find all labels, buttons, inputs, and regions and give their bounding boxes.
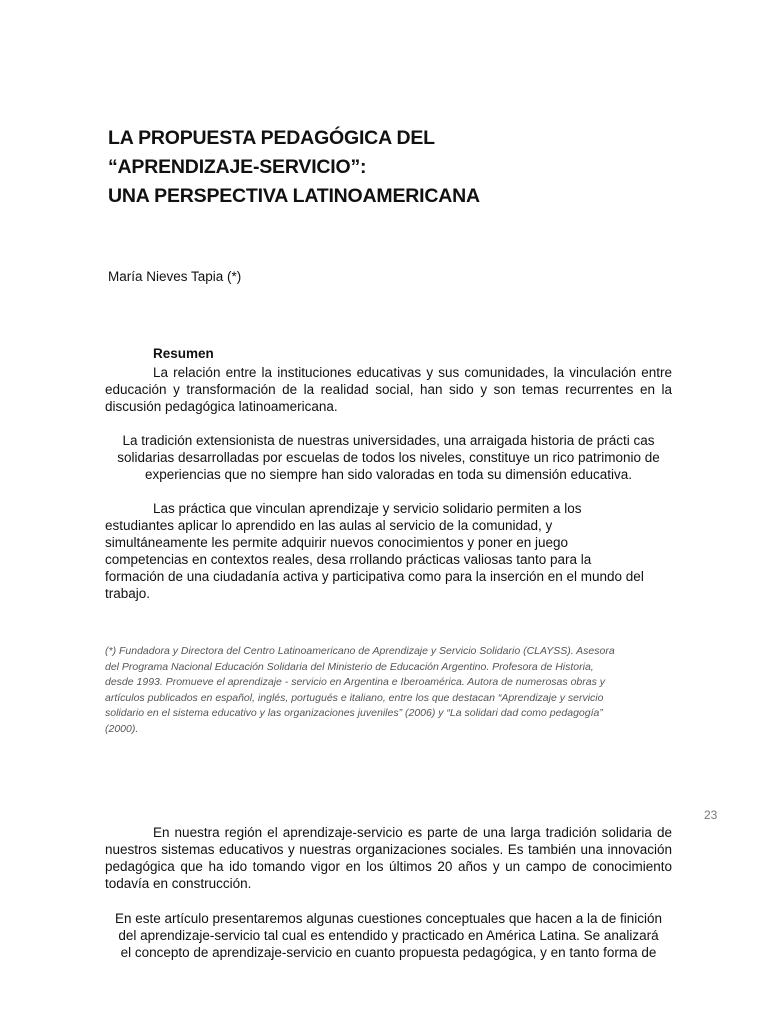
abstract-paragraph-2 xyxy=(105,432,672,483)
title-line-2: “APRENDIZAJE-SERVICIO”: xyxy=(108,156,367,178)
footnote-line: desde 1993. Promueve el aprendizaje - servicio en Argentina e Iberoamérica. Autora de numerosas obras y xyxy=(105,676,606,688)
footnote-line: del Programa Nacional Educación Solidaria del Ministerio de Educación Argentino. Profesora de Historia, xyxy=(105,660,594,673)
text-line: educación y transformación de la realidad social, han sido y son temas recurrentes en la xyxy=(105,382,672,397)
author-footnote xyxy=(105,644,670,737)
footnote-line: artículos publicados en español, inglés, portugués e italiano, entre los que destacan “Aprendizaje y servicio xyxy=(105,691,604,704)
text-line: trabajo. xyxy=(105,586,151,601)
body-paragraph-2 xyxy=(105,910,672,961)
text-line: formación de una ciudadanía activa y participativa como para la inserción en el mundo del xyxy=(105,569,644,584)
text-line: el concepto de aprendizaje-servicio en cuanto propuesta pedagógica, y en tanto forma de xyxy=(120,945,657,960)
text-line: competencias en contextos reales, desa rrollando prácticas valiosas tanto para la xyxy=(105,552,592,567)
abstract-heading: Resumen xyxy=(153,346,214,361)
text-line: todavía en construcción. xyxy=(105,876,252,891)
text-line: En este artículo presentaremos algunas cuestiones conceptuales que hacen a la de finición xyxy=(114,911,663,926)
text-line: del aprendizaje-servicio tal cual es entendido y practicado en América Latina. Se analizará xyxy=(118,928,659,943)
text-line: Las práctica que vinculan aprendizaje y servicio solidario permiten a los xyxy=(153,501,582,516)
abstract-paragraph-1 xyxy=(105,364,672,415)
footnote-line: (2000). xyxy=(105,722,139,735)
text-line: pedagógica que ha ido tomando vigor en los últimos 20 años y un campo de conocimiento xyxy=(105,859,672,874)
text-line: nuestros sistemas educativos y nuestras organizaciones sociales. Es también una innovación xyxy=(105,842,672,857)
text-line: La tradición extensionista de nuestras universidades, una arraigada historia de prácti cas xyxy=(122,433,655,448)
text-line: simultáneamente les permite adquirir nuevos conocimientos y poner en juego xyxy=(105,535,569,550)
abstract-paragraph-3 xyxy=(105,500,672,602)
footnote-line: solidario en el sistema educativo y las organizaciones juveniles” (2006) y “La solidari dad como pedagogía” xyxy=(105,707,603,719)
title-line-3: UNA PERSPECTIVA LATINOAMERICANA xyxy=(108,185,480,207)
text-line: estudiantes aplicar lo aprendido en las aulas al servicio de la comunidad, y xyxy=(105,518,553,533)
body-paragraph-1 xyxy=(105,824,672,892)
text-line: solidarias desarrolladas por escuelas de todos los niveles, constituye un rico patrimonio de xyxy=(117,450,660,465)
author-name: María Nieves Tapia (*) xyxy=(108,269,242,284)
text-line: experiencias que no siempre han sido valoradas en toda su dimensión educativa. xyxy=(144,467,633,482)
document-title xyxy=(108,124,668,211)
text-line: discusión pedagógica latinoamericana. xyxy=(105,399,338,414)
page-number: 23 xyxy=(704,808,718,822)
title-line-1: LA PROPUESTA PEDAGÓGICA DEL xyxy=(108,127,435,149)
text-line: En nuestra región el aprendizaje-servicio es parte de una larga tradición solidaria de xyxy=(153,825,672,840)
text-line: La relación entre la instituciones educativas y sus comunidades, la vinculación entre xyxy=(153,365,672,380)
footnote-line: (*) Fundadora y Directora del Centro Latinoamericano de Aprendizaje y Servicio Solidario (CLAYSS). Asesora xyxy=(105,645,615,657)
